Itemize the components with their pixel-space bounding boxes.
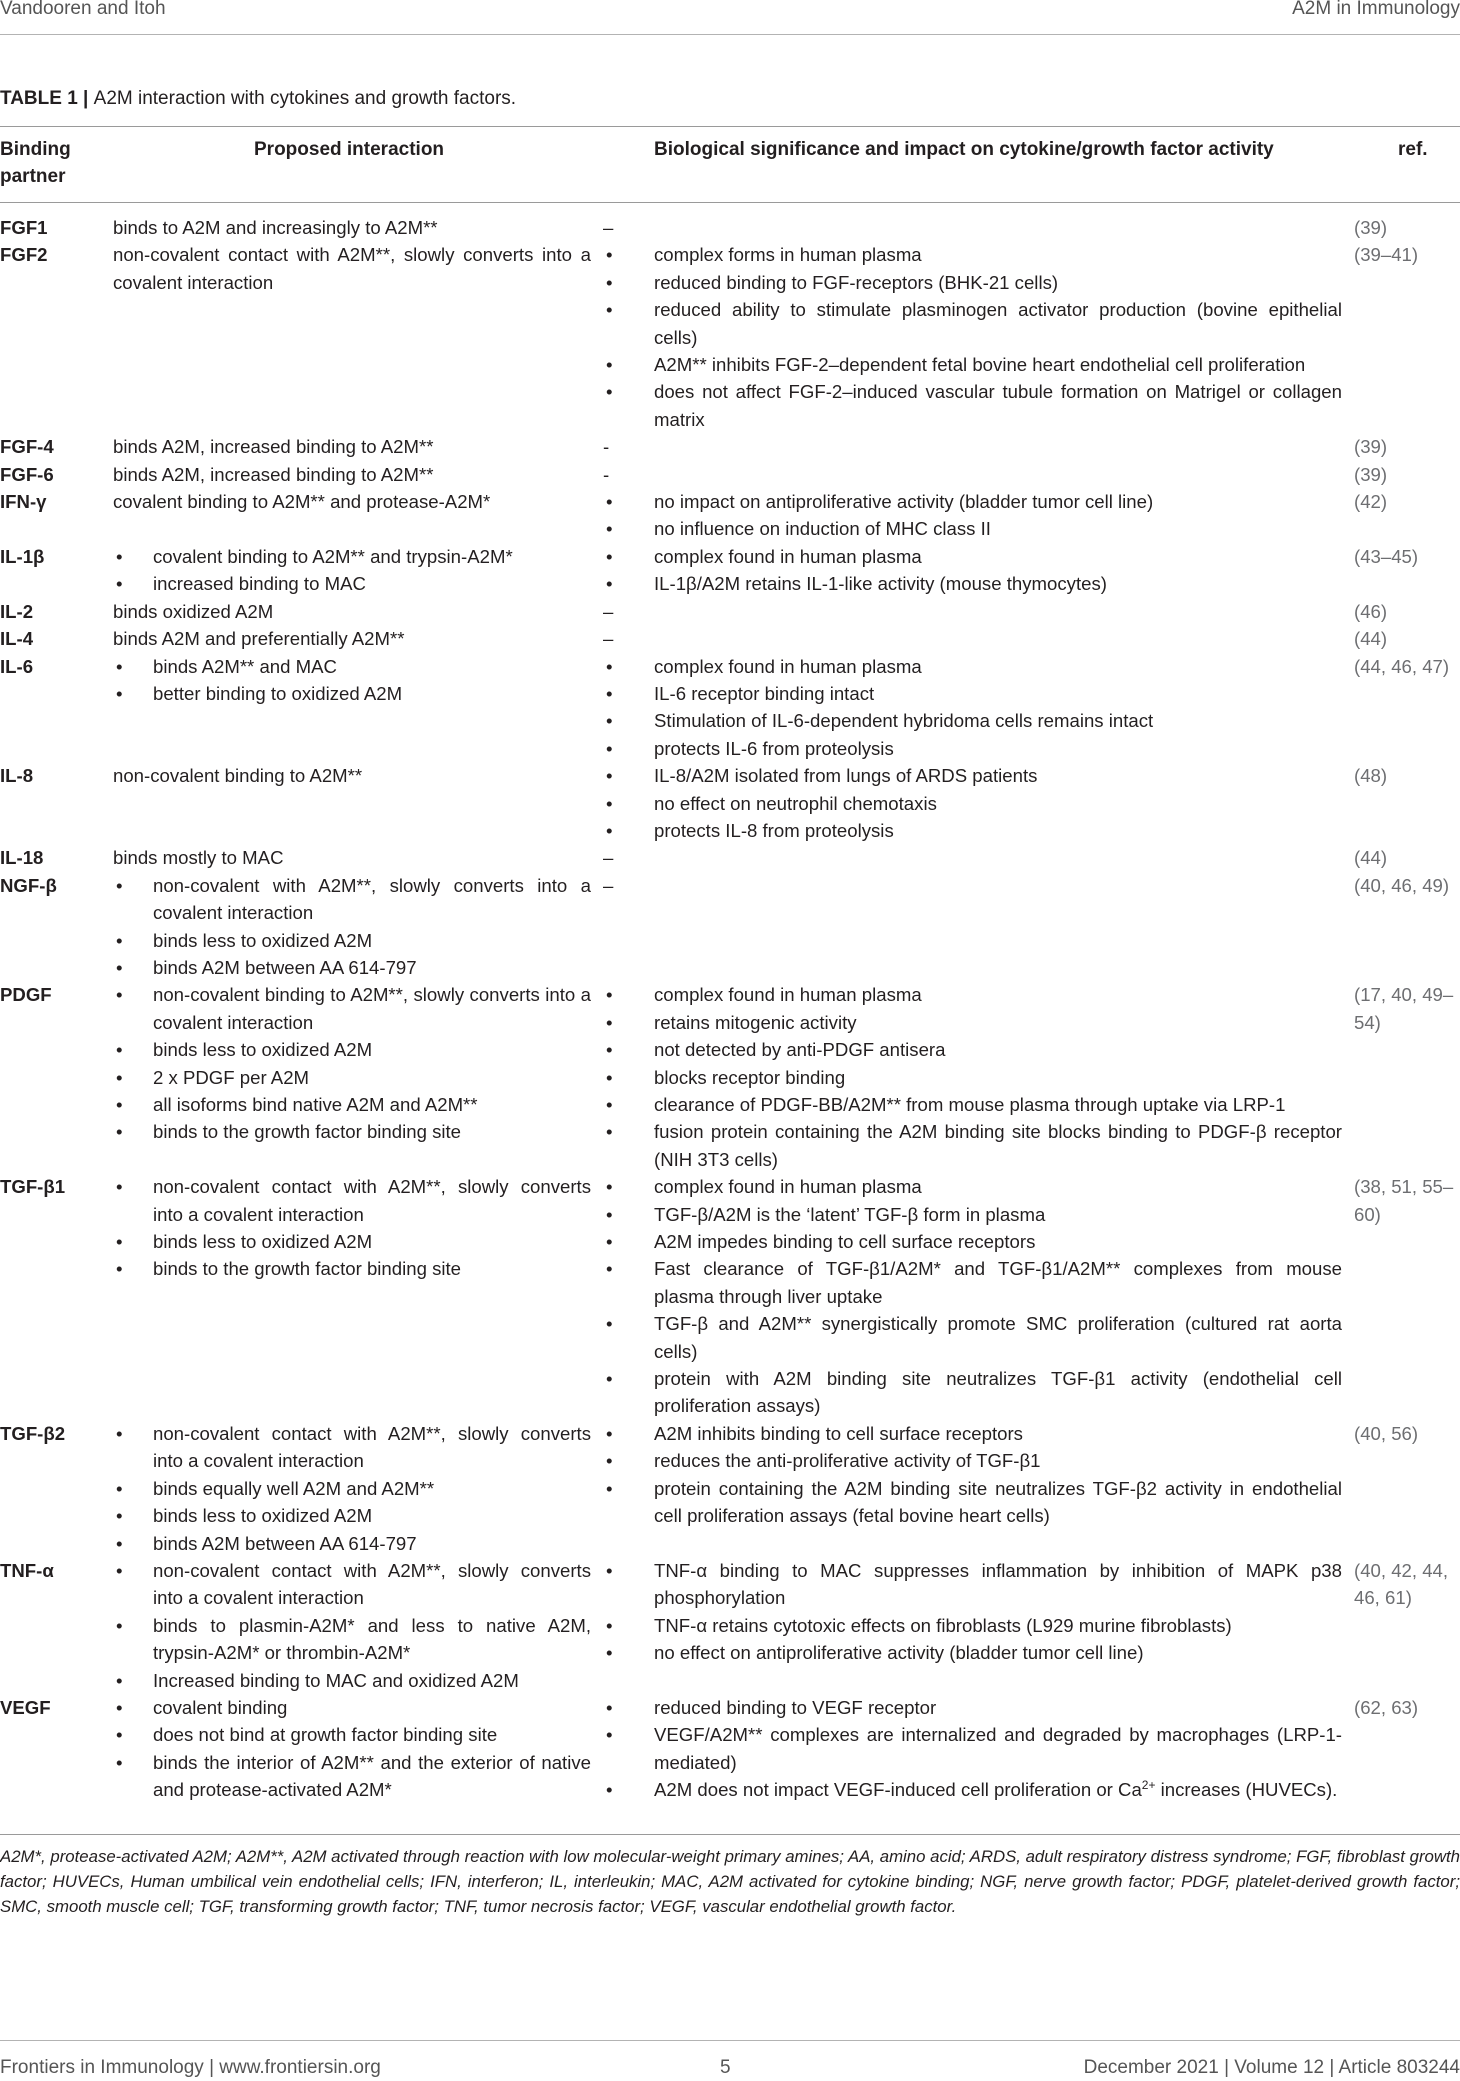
interaction-bullet: • better binding to oxidized A2M <box>113 680 591 707</box>
interaction-bullet: • Increased binding to MAC and oxidized A2M <box>113 1667 591 1694</box>
interaction-bullet: • non-covalent contact with A2M**, slowly converts into a covalent interaction <box>113 1557 591 1612</box>
header-binding-partner: Binding partner <box>0 139 71 187</box>
table-top-rule <box>0 126 1460 127</box>
binding-partner-cell: TNF-α <box>0 1559 54 1581</box>
biological-significance-cell <box>603 844 1354 871</box>
interaction-bullet: • binds equally well A2M and A2M** <box>113 1475 591 1502</box>
biological-significance-cell <box>603 762 1354 844</box>
table-row <box>0 241 1460 433</box>
significance-dash: - <box>603 436 610 458</box>
running-head <box>0 0 1460 35</box>
significance-dash: – <box>603 217 614 238</box>
significance-bullet: • A2M inhibits binding to cell surface receptors <box>603 1420 1342 1447</box>
interaction-bullet: • binds A2M** and MAC <box>113 653 591 680</box>
running-head-title: A2M in Immunology <box>1292 0 1460 19</box>
proposed-interaction-cell <box>113 214 603 241</box>
header-proposed-interaction: Proposed interaction <box>254 139 445 160</box>
header-ref: ref. <box>1398 139 1428 160</box>
significance-bullet: • complex found in human plasma <box>603 981 1342 1008</box>
biological-significance-cell <box>603 872 1354 982</box>
significance-bullet: • reduces the anti-proliferative activity of TGF-β1 <box>603 1447 1342 1474</box>
interaction-bullet: • binds less to oxidized A2M <box>113 1502 591 1529</box>
reference-cell: (38, 51, 55–60) <box>1354 1176 1454 1225</box>
binding-partner-cell: IL-1β <box>0 545 45 567</box>
table-body <box>0 214 1460 1804</box>
proposed-interaction-cell <box>113 543 603 598</box>
biological-significance-cell <box>603 1420 1354 1557</box>
interaction-bullet: • all isoforms bind native A2M and A2M** <box>113 1091 591 1118</box>
proposed-interaction-cell <box>113 1694 603 1804</box>
header-biological-significance: Biological significance and impact on cytokine/growth factor activity <box>654 139 1274 160</box>
biological-significance-cell <box>603 543 1354 598</box>
proposed-interaction-cell <box>113 598 603 625</box>
significance-bullet: • protein containing the A2M binding site neutralizes TGF-β2 activity in endothelial cell proliferation assays (fetal bovine heart cells) <box>603 1475 1342 1530</box>
table-row <box>0 981 1460 1173</box>
proposed-interaction-cell <box>113 488 603 543</box>
table-row <box>0 214 1460 241</box>
reference-cell: (43–45) <box>1354 545 1419 567</box>
interaction-bullet: • binds A2M between AA 614-797 <box>113 954 591 981</box>
significance-bullet: • protein with A2M binding site neutralizes TGF-β1 activity (endothelial cell proliferation assays) <box>603 1365 1342 1420</box>
binding-partner-cell: FGF1 <box>0 217 48 238</box>
reference-cell: (40, 56) <box>1354 1422 1419 1444</box>
reference-cell: (39) <box>1354 463 1388 485</box>
interaction-text: non-covalent contact with A2M**, slowly converts into a covalent interaction <box>113 244 591 293</box>
binding-partner-cell: FGF-6 <box>0 463 54 485</box>
significance-bullet: • clearance of PDGF-BB/A2M** from mouse plasma through uptake via LRP-1 <box>603 1091 1342 1118</box>
binding-partner-cell: PDGF <box>0 984 52 1006</box>
binding-partner-cell: IL-2 <box>0 600 34 622</box>
significance-bullet: • blocks receptor binding <box>603 1064 1342 1091</box>
biological-significance-cell <box>603 625 1354 652</box>
significance-bullet: • reduced binding to FGF-receptors (BHK-21 cells) <box>603 269 1342 296</box>
biological-significance-cell <box>603 653 1354 763</box>
header-bottom-rule <box>0 202 1460 203</box>
interaction-bullet: • binds A2M between AA 614-797 <box>113 1530 591 1557</box>
interaction-bullet: • non-covalent contact with A2M**, slowly converts into a covalent interaction <box>113 1420 591 1475</box>
interaction-bullet: • binds the interior of A2M** and the exterior of native and protease-activated A2M* <box>113 1749 591 1804</box>
table-row <box>0 1557 1460 1694</box>
footer-journal: Frontiers in Immunology | www.frontiersin.org <box>0 2057 381 2078</box>
table-bottom-rule <box>0 1834 1460 1835</box>
interaction-table <box>0 214 1460 1804</box>
table-row <box>0 872 1460 982</box>
reference-cell: (44) <box>1354 628 1388 650</box>
interaction-bullet: • 2 x PDGF per A2M <box>113 1064 591 1091</box>
significance-bullet: • A2M** inhibits FGF-2–dependent fetal bovine heart endothelial cell proliferation <box>603 351 1342 378</box>
table-row <box>0 653 1460 763</box>
significance-bullet: • Stimulation of IL-6-dependent hybridoma cells remains intact <box>603 707 1342 734</box>
significance-bullet: • no impact on antiproliferative activity (bladder tumor cell line) <box>603 488 1342 515</box>
binding-partner-cell: IL-8 <box>0 765 34 787</box>
interaction-text: binds mostly to MAC <box>113 847 284 869</box>
table-row <box>0 762 1460 844</box>
interaction-bullet: • binds to the growth factor binding site <box>113 1118 591 1145</box>
table-row <box>0 844 1460 871</box>
interaction-text: covalent binding to A2M** and protease-A2M* <box>113 491 491 513</box>
binding-partner-cell: FGF2 <box>0 244 48 266</box>
interaction-text: binds to A2M and increasingly to A2M** <box>113 217 438 238</box>
reference-cell: (40, 46, 49) <box>1354 874 1450 896</box>
table-label: TABLE 1 | <box>0 88 94 109</box>
significance-bullet: • A2M does not impact VEGF-induced cell proliferation or $Ca^{2+}$ increases (HUVECs). <box>603 1776 1342 1803</box>
significance-dash: – <box>603 600 614 622</box>
interaction-bullet: • binds to the growth factor binding site <box>113 1255 591 1282</box>
significance-dash: - <box>603 463 610 485</box>
interaction-bullet: • covalent binding to A2M** and trypsin-A2M* <box>113 543 591 570</box>
proposed-interaction-cell <box>113 433 603 460</box>
reference-cell: (42) <box>1354 491 1388 513</box>
interaction-bullet: • binds less to oxidized A2M <box>113 927 591 954</box>
proposed-interaction-cell <box>113 625 603 652</box>
table-row <box>0 1420 1460 1557</box>
significance-bullet: • fusion protein containing the A2M binding site blocks binding to PDGF-β receptor (NIH 3T3 cells) <box>603 1118 1342 1173</box>
proposed-interaction-cell <box>113 1557 603 1694</box>
footer-page-number: 5 <box>720 2057 731 2078</box>
table-caption <box>0 88 516 110</box>
significance-bullet: • VEGF/A2M** complexes are internalized and degraded by macrophages (LRP-1-mediated) <box>603 1721 1342 1776</box>
footer-issue: December 2021 | Volume 12 | Article 803244 <box>1083 2057 1460 2078</box>
significance-bullet: • no influence on induction of MHC class II <box>603 515 1342 542</box>
significance-bullet: • not detected by anti-PDGF antisera <box>603 1036 1342 1063</box>
reference-cell: (17, 40, 49–54) <box>1354 984 1454 1033</box>
interaction-bullet: • covalent binding <box>113 1694 591 1721</box>
interaction-bullet: • does not bind at growth factor binding site <box>113 1721 591 1748</box>
interaction-bullet: • non-covalent binding to A2M**, slowly converts into a covalent interaction <box>113 981 591 1036</box>
binding-partner-cell: IL-6 <box>0 655 34 677</box>
biological-significance-cell <box>603 1557 1354 1694</box>
table-row <box>0 461 1460 488</box>
proposed-interaction-cell <box>113 1420 603 1557</box>
interaction-text: binds A2M, increased binding to A2M** <box>113 436 434 458</box>
reference-cell: (40, 42, 44, 46, 61) <box>1354 1559 1449 1609</box>
significance-bullet: • no effect on antiproliferative activity (bladder tumor cell line) <box>603 1639 1342 1666</box>
significance-bullet: • TNF-α retains cytotoxic effects on fibroblasts (L929 murine fibroblasts) <box>603 1612 1342 1639</box>
reference-cell: (48) <box>1354 765 1388 787</box>
significance-bullet: • reduced ability to stimulate plasminogen activator production (bovine epithelial cells) <box>603 296 1342 351</box>
table-row <box>0 488 1460 543</box>
biological-significance-cell <box>603 981 1354 1173</box>
proposed-interaction-cell <box>113 981 603 1173</box>
proposed-interaction-cell <box>113 653 603 763</box>
proposed-interaction-cell <box>113 461 603 488</box>
binding-partner-cell: NGF-β <box>0 874 57 896</box>
interaction-text: binds oxidized A2M <box>113 600 274 622</box>
binding-partner-cell: IFN-γ <box>0 491 47 513</box>
interaction-bullet: • binds less to oxidized A2M <box>113 1228 591 1255</box>
significance-bullet: • reduced binding to VEGF receptor <box>603 1694 1342 1721</box>
significance-bullet: • no effect on neutrophil chemotaxis <box>603 790 1342 817</box>
interaction-text: binds A2M and preferentially A2M** <box>113 628 405 650</box>
table-row <box>0 625 1460 652</box>
significance-bullet: • complex found in human plasma <box>603 543 1342 570</box>
reference-cell: (62, 63) <box>1354 1696 1419 1718</box>
biological-significance-cell <box>603 461 1354 488</box>
proposed-interaction-cell <box>113 872 603 982</box>
significance-bullet: • does not affect FGF-2–induced vascular tubule formation on Matrigel or collagen matrix <box>603 378 1342 433</box>
biological-significance-cell <box>603 214 1354 241</box>
running-head-authors: Vandooren and Itoh <box>0 0 166 19</box>
binding-partner-cell: IL-4 <box>0 628 34 650</box>
significance-bullet: • retains mitogenic activity <box>603 1009 1342 1036</box>
biological-significance-cell <box>603 433 1354 460</box>
proposed-interaction-cell <box>113 241 603 433</box>
biological-significance-cell <box>603 1694 1354 1804</box>
table-footnote: A2M*, protease-activated A2M; A2M**, A2M activated through reaction with low molecular-weight primary amines; AA, amino acid; ARDS, adult respiratory distress syndrome; FGF, fibroblast growth factor; HUVECs, Human umbilical vein endothelial cells; IFN, interferon; IL, interleukin; MAC, A2M activated for cytokine binding; NGF, nerve growth factor; PDGF, platelet-derived growth factor; SMC, smooth muscle cell; TGF, transforming growth factor; TNF, tumor necrosis factor; VEGF, vascular endothelial growth factor. <box>0 1847 1460 1916</box>
interaction-text: non-covalent binding to A2M** <box>113 765 363 787</box>
interaction-bullet: • non-covalent with A2M**, slowly converts into a covalent interaction <box>113 872 591 927</box>
reference-cell: (39) <box>1354 217 1388 238</box>
table-row <box>0 1173 1460 1420</box>
significance-bullet: • IL-8/A2M isolated from lungs of ARDS patients <box>603 762 1342 789</box>
interaction-bullet: • binds to plasmin-A2M* and less to native A2M, trypsin-A2M* or thrombin-A2M* <box>113 1612 591 1667</box>
table-row <box>0 1694 1460 1804</box>
table-row <box>0 433 1460 460</box>
significance-bullet: • IL-1β/A2M retains IL-1-like activity (mouse thymocytes) <box>603 570 1342 597</box>
reference-cell: (39–41) <box>1354 244 1419 266</box>
binding-partner-cell: VEGF <box>0 1696 51 1718</box>
biological-significance-cell <box>603 488 1354 543</box>
significance-bullet: • IL-6 receptor binding intact <box>603 680 1342 707</box>
interaction-bullet: • increased binding to MAC <box>113 570 591 597</box>
page-footer <box>0 2040 1460 2081</box>
binding-partner-cell: IL-18 <box>0 847 44 869</box>
significance-bullet: • complex forms in human plasma <box>603 241 1342 268</box>
biological-significance-cell <box>603 598 1354 625</box>
interaction-bullet: • non-covalent contact with A2M**, slowly converts into a covalent interaction <box>113 1173 591 1228</box>
significance-dash: – <box>603 847 614 869</box>
proposed-interaction-cell <box>113 762 603 844</box>
binding-partner-cell: FGF-4 <box>0 436 54 458</box>
significance-bullet: • A2M impedes binding to cell surface receptors <box>603 1228 1342 1255</box>
significance-bullet: • TGF-β and A2M** synergistically promote SMC proliferation (cultured rat aorta cells) <box>603 1310 1342 1365</box>
binding-partner-cell: TGF-β1 <box>0 1176 66 1198</box>
significance-bullet: • protects IL-6 from proteolysis <box>603 735 1342 762</box>
significance-dash: – <box>603 874 614 896</box>
reference-cell: (44, 46, 47) <box>1354 655 1450 677</box>
significance-bullet: • complex found in human plasma <box>603 1173 1342 1200</box>
interaction-text: binds A2M, increased binding to A2M** <box>113 463 434 485</box>
interaction-bullet: • binds less to oxidized A2M <box>113 1036 591 1063</box>
proposed-interaction-cell <box>113 844 603 871</box>
biological-significance-cell <box>603 241 1354 433</box>
significance-dash: – <box>603 628 614 650</box>
table-row <box>0 598 1460 625</box>
significance-bullet: • TGF-β/A2M is the ‘latent’ TGF-β form in plasma <box>603 1201 1342 1228</box>
reference-cell: (39) <box>1354 436 1388 458</box>
significance-bullet: • TNF-α binding to MAC suppresses inflammation by inhibition of MAPK p38 phosphorylation <box>603 1557 1342 1612</box>
table-row <box>0 543 1460 598</box>
proposed-interaction-cell <box>113 1173 603 1420</box>
biological-significance-cell <box>603 1173 1354 1420</box>
binding-partner-cell: TGF-β2 <box>0 1422 66 1444</box>
significance-bullet: • complex found in human plasma <box>603 653 1342 680</box>
table-caption-text: A2M interaction with cytokines and growth factors. <box>93 88 517 109</box>
reference-cell: (46) <box>1354 600 1388 622</box>
significance-bullet: • protects IL-8 from proteolysis <box>603 817 1342 844</box>
reference-cell: (44) <box>1354 847 1388 869</box>
significance-bullet: • Fast clearance of TGF-β1/A2M* and TGF-β1/A2M** complexes from mouse plasma through liver uptake <box>603 1255 1342 1310</box>
